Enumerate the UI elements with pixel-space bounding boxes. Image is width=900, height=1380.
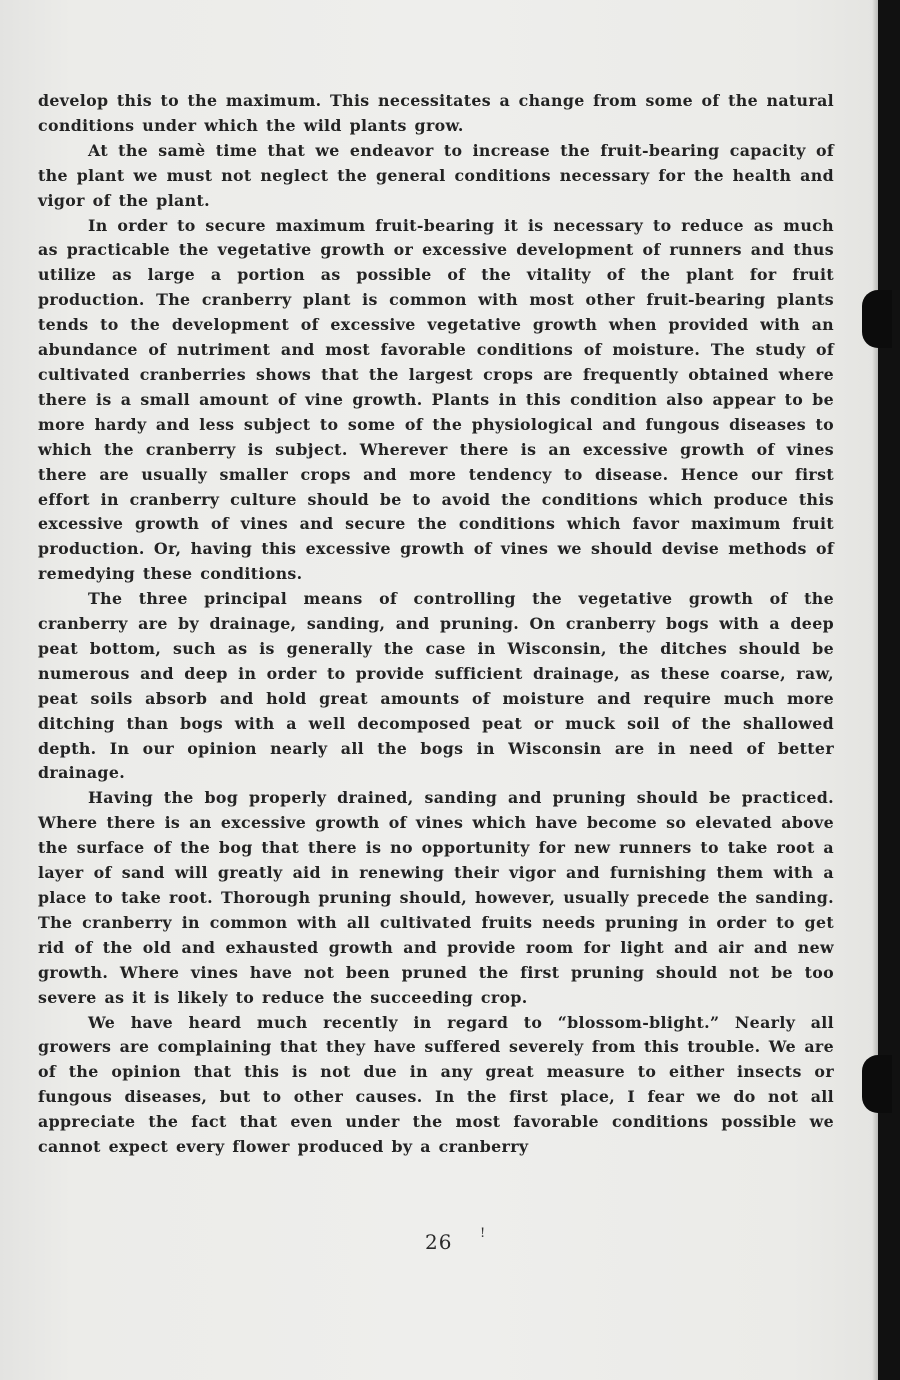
paragraph-3: In order to secure maximum fruit-bearing it is necessary to reduce as much as practicable the vegetative growth or excessive development of runners and thus utilize as large a portion as possible of the vitality of the plant for fruit production. The cranberry plant is common with most other fruit-bearing plants tends to the development of excessive vegetative growth when provided with an abundance of nutriment and most favorable conditions of moisture. The study of cultivated cranberries shows that the largest crops are frequently obtained where there is a small amount of vine growth. Plants in this condition also appear to be more hardy and less subject to some of the physiological and fungous diseases to which the cranberry is subject. Wherever there is an excessive growth of vines there are usually smaller crops and more tendency to disease. Hence our first effort in cranberry culture should be to avoid the conditions which produce this excessive growth of vines and secure the conditions which favor maximum fruit production. Or, having this excessive growth of vines we should devise methods of remedying these conditions. — [38, 215, 834, 584]
paragraph-5: Having the bog properly drained, sanding and pruning should be practiced. Where there is an excessive growth of vines which have become so elevated above the surface of the bog that there is no opportunity for new runners to take root a layer of sand will greatly aid in renewing their vigor and furnishing them with a place to take root. Thorough pruning should, however, usually precede the sanding. The cranberry in common with all cultivated fruits needs pruning in order to get rid of the old and exhausted growth and provide room for light and air and new growth. Where vines have not been pruned the first pruning should not be too severe as it is likely to reduce the succeeding crop. — [38, 788, 834, 1007]
paragraph-4: The three principal means of controlling the vegetative growth of the cranberry are by drainage, sanding, and pruning. On cranberry bogs with a deep peat bottom, such as is generally the case in Wisconsin, the ditches should be numerous and deep in order to provide sufficient drainage, as these coarse, raw, peat soils absorb and hold great amounts of moisture and require much more ditching than bogs with a well decomposed peat or muck soil of the shallowed depth. In our opinion nearly all the bogs in Wisconsin are in need of better drainage. — [38, 589, 834, 783]
punch-hole-bottom — [862, 1055, 892, 1113]
punch-hole-top — [862, 290, 892, 348]
paragraph-6: We have heard much recently in regard to “blossom-blight.” Nearly all growers are complaining that they have suffered severely from this trouble. We are of the opinion that this is not due in any great measure to either insects or fungous diseases, but to other causes. In the first place, I fear we do not all appreciate the fact that even under the most favorable conditions possible we cannot expect every flower produced by a cranberry — [38, 1012, 834, 1157]
page-number-mark: ! — [480, 1226, 486, 1241]
body-text — [38, 89, 834, 1160]
paragraph-2: At the samè time that we endeavor to increase the fruit-bearing capacity of the plant we must not neglect the general conditions necessary for the health and vigor of the plant. — [38, 140, 834, 210]
page-number: 26 — [425, 1230, 453, 1254]
paragraph-1: develop this to the maximum. This necessitates a change from some of the natural conditions under which the wild plants grow. — [38, 91, 834, 135]
binding-edge — [878, 0, 900, 1380]
